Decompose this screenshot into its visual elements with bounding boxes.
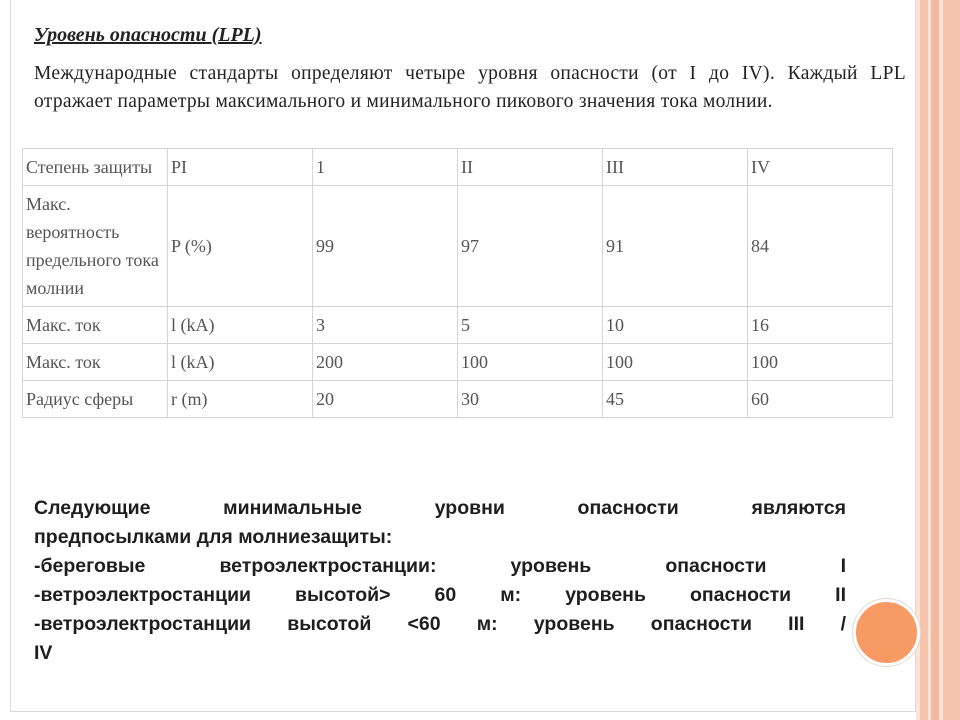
table-cell: l (kA) (168, 307, 313, 344)
table-row-label: Радиус сферы (23, 381, 168, 418)
stripe-2 (920, 0, 928, 720)
table-cell: 20 (313, 381, 458, 418)
table-cell: l (kA) (168, 344, 313, 381)
table-cell: 100 (603, 344, 748, 381)
table-cell: 16 (748, 307, 893, 344)
decorative-circle (853, 599, 920, 666)
decorative-stripes (916, 0, 960, 720)
table-cell: 10 (603, 307, 748, 344)
table-cell: PI (168, 149, 313, 186)
table-cell: 3 (313, 307, 458, 344)
table-cell: 45 (603, 381, 748, 418)
summary-line-5: -ветроэлектростанции высотой <60 м: уровень опасности III / (34, 613, 846, 635)
stripe-4 (931, 0, 939, 720)
table-row-label: Макс. ток (23, 344, 168, 381)
table-cell: r (m) (168, 381, 313, 418)
table-row (23, 381, 893, 418)
table-row (23, 186, 893, 307)
table-row-label: Макс. вероятность предельного тока молнии (23, 186, 168, 307)
table-cell: 99 (313, 186, 458, 307)
table-cell: 100 (748, 344, 893, 381)
stripe-6 (943, 0, 960, 720)
table-cell: 200 (313, 344, 458, 381)
table-row (23, 344, 893, 381)
table-cell: III (603, 149, 748, 186)
lpl-table-body (23, 149, 893, 418)
summary-line-6: IV (34, 642, 53, 664)
slide-heading: Уровень опасности (LPL) (34, 24, 262, 46)
table-row-label: Степень защиты (23, 149, 168, 186)
summary-line-3: -береговые ветроэлектростанции: уровень опасности I (34, 555, 846, 577)
table-cell: IV (748, 149, 893, 186)
table-row (23, 149, 893, 186)
table-row (23, 307, 893, 344)
table-cell: 84 (748, 186, 893, 307)
lpl-table (22, 148, 893, 418)
table-row-label: Макс. ток (23, 307, 168, 344)
table-cell: 30 (458, 381, 603, 418)
table-cell: II (458, 149, 603, 186)
table-cell: 60 (748, 381, 893, 418)
summary-line-1: Следующие минимальные уровни опасности являются (34, 497, 846, 519)
table-cell: 97 (458, 186, 603, 307)
table-cell: 1 (313, 149, 458, 186)
table-cell: 5 (458, 307, 603, 344)
table-cell: 100 (458, 344, 603, 381)
intro-paragraph: Международные стандарты определяют четыре уровня опасности (от I до IV). Каждый LPL отражает параметры максимального и минимального пикового значения тока молнии. (34, 63, 906, 112)
summary-line-2: предпосылками для молниезащиты: (34, 526, 393, 548)
summary-line-4: -ветроэлектростанции высотой> 60 м: уровень опасности II (34, 584, 846, 606)
table-cell: 91 (603, 186, 748, 307)
table-cell: P (%) (168, 186, 313, 307)
summary-block (34, 494, 846, 668)
